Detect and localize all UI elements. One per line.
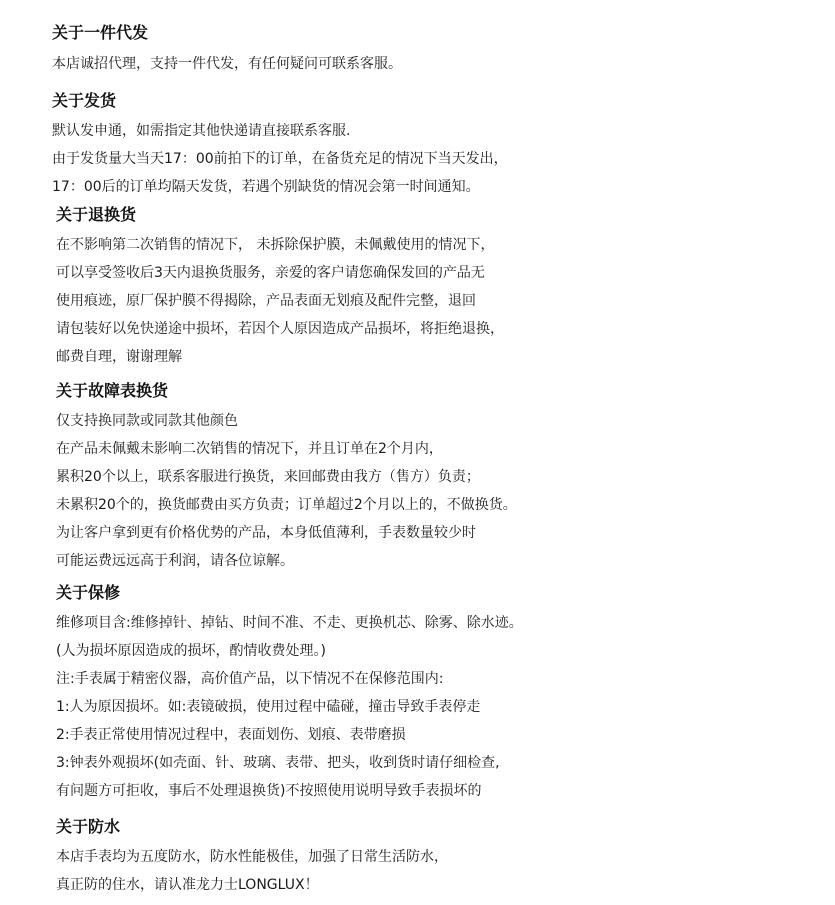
- section-line: 真正防的住水，请认准龙力士LONGLUX！: [56, 877, 319, 893]
- section-line: 可能运费远远高于利润，请各位谅解。: [56, 553, 294, 569]
- section-title: 关于一件代发: [52, 23, 149, 42]
- section-line: 仅支持换同款或同款其他颜色: [56, 413, 238, 429]
- section-line: 3:钟表外观损坏(如壳面、针、玻璃、表带、把头，收到货时请仔细检查,: [56, 755, 500, 771]
- section-line: 在不影响第二次销售的情况下， 未拆除保护膜，未佩戴使用的情况下，: [56, 237, 495, 253]
- section-line: 累积20个以上，联系客服进行换货，来回邮费由我方（售方）负责；: [56, 469, 480, 485]
- section-line: 未累积20个的，换货邮费由买方负责；订单超过2个月以上的，不做换货。: [56, 497, 517, 513]
- section-line: 注:手表属于精密仪器，高价值产品，以下情况不在保修范围内:: [56, 671, 444, 687]
- section-line: 1:人为原因损坏。如:表镜破损，使用过程中磕碰，撞击导致手表停走: [56, 699, 481, 715]
- section-line: 使用痕迹，原厂保护膜不得揭除，产品表面无划痕及配件完整，退回: [56, 293, 476, 309]
- section-title: 关于发货: [52, 91, 117, 110]
- section-line: 2:手表正常使用情况过程中，表面划伤、划痕、表带磨损: [56, 727, 406, 743]
- section-title: 关于退换货: [56, 205, 137, 224]
- section-line: 本店手表均为五度防水，防水性能极佳，加强了日常生活防水，: [56, 849, 448, 865]
- section-line: 为让客户拿到更有价格优势的产品，本身低值薄利，手表数量较少时: [56, 525, 476, 541]
- section-line: 有问题方可拒收，事后不处理退换货)不按照使用说明导致手表损坏的: [56, 783, 482, 799]
- section-line: 17：00后的订单均隔天发货，若遇个别缺货的情况会第一时间通知。: [52, 179, 480, 195]
- section-line: 本店诚招代理，支持一件代发，有任何疑问可联系客服。: [52, 56, 402, 72]
- section-line: 可以享受签收后3天内退换货服务，亲爱的客户请您确保发回的产品无: [56, 265, 485, 281]
- section-title: 关于保修: [56, 583, 121, 602]
- section-title: 关于防水: [56, 817, 121, 836]
- section-line: 维修项目含:维修掉针、掉钻、时间不准、不走、更换机芯、除雾、除水迹。: [56, 615, 523, 631]
- section-line: (人为损坏原因造成的损坏，酌情收费处理。): [56, 643, 326, 659]
- section-line: 请包装好以免快递途中损坏，若因个人原因造成产品损坏，将拒绝退换，: [56, 321, 504, 337]
- section-line: 默认发申通，如需指定其他快递请直接联系客服.: [52, 123, 351, 139]
- section-line: 在产品未佩戴未影响二次销售的情况下，并且订单在2个月内，: [56, 441, 443, 457]
- section-line: 由于发货量大当天17：00前拍下的订单，在备货充足的情况下当天发出，: [52, 151, 508, 167]
- section-title: 关于故障表换货: [56, 381, 169, 400]
- section-line: 邮费自理，谢谢理解: [56, 349, 182, 365]
